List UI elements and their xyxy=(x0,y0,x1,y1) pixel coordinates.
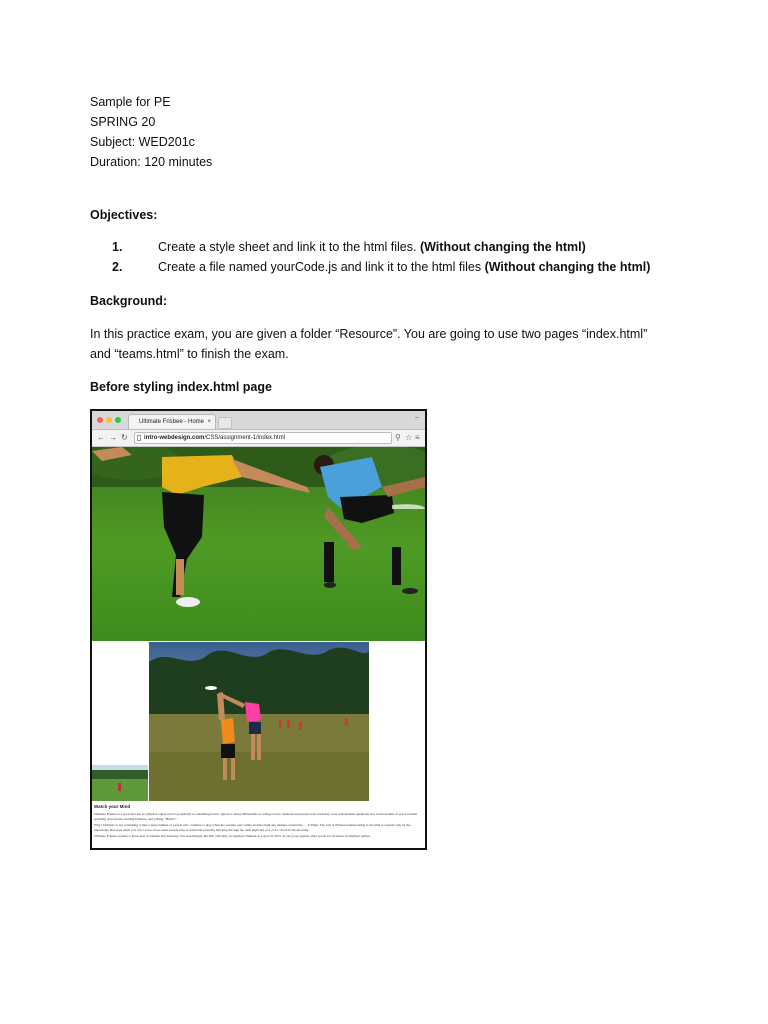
thumbnail-photo-image xyxy=(92,765,148,801)
objective-item-2 xyxy=(158,260,650,274)
search-icon: ⚲ xyxy=(395,433,401,442)
browser-toolbar xyxy=(92,430,425,447)
menu-icon: ≡ xyxy=(415,433,420,442)
figure-caption: Before styling index.html page xyxy=(90,380,272,394)
objective-note-1: (Without changing the html) xyxy=(419,240,586,254)
page-paragraph-2: Why? Ultimate is not something to like a large number of people who continue to play when the weather gets windy and the night sky darkens around the … 6.30pm. The cult of Frisbee brainstorming is the kind to expand only by the knowledge that even when you can’t score, those same people fans of stand and probably hurrying through the dark night sky at 4 or 6 o’clock in the morning. xyxy=(94,823,411,832)
tab-close-icon: × xyxy=(207,419,211,425)
background-heading: Background: xyxy=(90,294,168,308)
star-icon: ☆ xyxy=(405,433,413,442)
hero-photo-image xyxy=(92,447,425,641)
browser-tab-bar xyxy=(92,411,425,430)
page-paragraph-3: Ultimate Frisbee requires a great deal of stamina and dexterity. Not surprisingly, the IOC officially recognized Ultimate as a sport in 2015. It can go up against other sports for inclusion in Olympic games. xyxy=(94,834,371,839)
doc-line-subject: Subject: WED201c xyxy=(90,135,195,149)
page-paragraph-1: Ultimate Frisbee is a sport that has no physical equal, but it’s popularity is something hard to ignore to many Millennials at college towns. Students and people who wish they were still students spend the few warm months of good weather sprinting down fields, hurling Frisbees, and yelling “Hand!!” xyxy=(94,812,418,821)
objective-note-2: (Without changing the html) xyxy=(484,260,651,274)
page-text-block xyxy=(94,804,422,839)
objective-number-2: 2. xyxy=(112,260,123,274)
objective-number-1: 1. xyxy=(112,240,123,254)
action-photo xyxy=(149,642,369,801)
background-paragraph-line-1: In this practice exam, you are given a folder “Resource”. You are going to use two pages “index.html” xyxy=(90,327,648,341)
action-photo-image xyxy=(149,642,369,801)
browser-screenshot xyxy=(90,409,427,850)
window-control-icon: – xyxy=(415,414,419,421)
doc-line-sample: Sample for PE xyxy=(90,95,171,109)
objective-item-1 xyxy=(158,240,586,254)
zoom-window-dot xyxy=(115,417,121,423)
browser-tab-title: Ultimate Frisbee - Home xyxy=(139,419,205,425)
back-arrow-icon: ← xyxy=(97,433,105,442)
background-paragraph-line-2: and “teams.html” to finish the exam. xyxy=(90,347,289,361)
forward-arrow-icon: → xyxy=(109,433,117,442)
url-host: intro-webdesign.com xyxy=(144,435,205,441)
url-path: /CSS/assignment-1/index.html xyxy=(204,435,286,441)
minimize-window-dot xyxy=(106,417,112,423)
objective-text-2: Create a file named yourCode.js and link it to the html files xyxy=(158,260,482,274)
new-tab-icon xyxy=(218,417,232,429)
objectives-heading: Objectives: xyxy=(90,208,158,222)
address-bar xyxy=(134,432,392,444)
page-section-heading: Watch your Mind xyxy=(94,804,131,809)
browser-tab xyxy=(128,414,216,429)
objective-text-1: Create a style sheet and link it to the html files. xyxy=(158,240,417,254)
doc-line-term: SPRING 20 xyxy=(90,115,156,129)
browser-viewport xyxy=(92,447,425,848)
reload-icon: ↻ xyxy=(121,433,128,442)
close-window-dot xyxy=(97,417,103,423)
page-icon xyxy=(137,435,141,441)
doc-line-duration: Duration: 120 minutes xyxy=(90,155,213,169)
thumbnail-photo xyxy=(92,765,148,801)
hero-photo xyxy=(92,447,425,641)
